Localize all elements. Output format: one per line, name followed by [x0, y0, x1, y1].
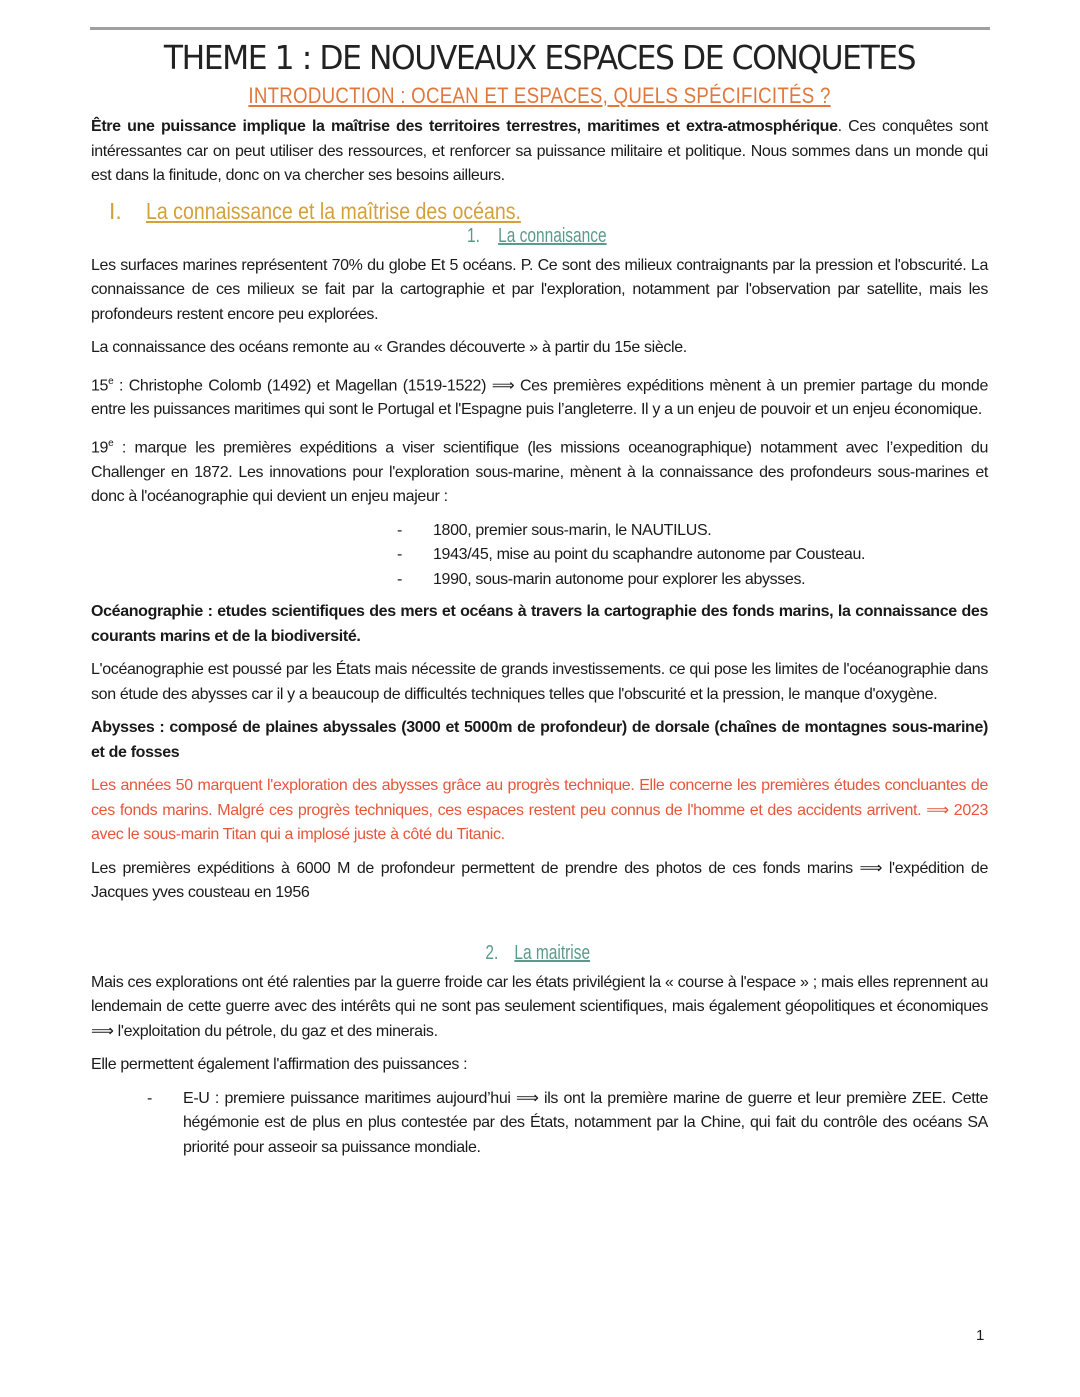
bullet: - — [397, 546, 402, 564]
paragraph-text: : Christophe Colomb (1492) et Magellan (1519-1522) ⟹ Ces premières expéditions mènent à un premier partage du monde entre les puissances maritimes qui sont le Portugal et l'Espagne puis l’angleterre. Il y a un enjeu de pouvoir et un enjeu économique. — [91, 376, 988, 419]
document-title: THEME 1 : DE NOUVEAUX ESPACES DE CONQUETES — [163, 38, 916, 77]
intro-rest: . Ces conquêtes sont intéressantes car on peut utiliser des ressources, et renforcer sa puissance militaire et politique. Nous sommes dans un monde qui est dans la finitude, donc on va chercher ses besoins ailleurs. — [91, 118, 988, 184]
subsection-number: 1. — [466, 224, 480, 247]
paragraph — [91, 370, 988, 423]
list-item — [91, 543, 988, 568]
subsection-heading-1 — [91, 225, 988, 248]
list-item — [91, 519, 988, 544]
list-item-text: 1990, sous-marin autonome pour explorer les abysses. — [433, 570, 806, 588]
superscript: e — [108, 375, 114, 387]
paragraph — [91, 432, 988, 510]
intro-heading-text: INTRODUCTION : OCEAN ET ESPACES, QUELS SPÉCIFICITÉS ? — [248, 83, 831, 108]
intro-paragraph — [91, 115, 988, 189]
century: 15 — [91, 376, 109, 394]
century: 19 — [91, 439, 109, 457]
list-item — [91, 1087, 988, 1161]
definition-oceanographie — [91, 600, 988, 649]
list-item — [91, 568, 988, 593]
paragraph: Les surfaces marines représentent 70% du globe Et 5 océans. P. Ce sont des milieux contraignants par la pression et l'obscurité. La connaissance de ces milieux se fait par la cartographie et par l'exploration, notamment par l'observation par satellite, mais les profondeurs restent encore peu explorées. — [91, 256, 988, 323]
list-item-text: 1943/45, mise au point du scaphandre autonome par Cousteau. — [433, 546, 866, 564]
subsection-heading-2 — [91, 942, 988, 965]
intro-heading — [91, 83, 988, 109]
bullet: - — [147, 1089, 152, 1107]
section-title: La connaissance et la maîtrise des océans. — [145, 197, 521, 224]
list-item-text: 1800, premier sous-marin, le NAUTILUS. — [433, 521, 712, 539]
document-page — [91, 38, 988, 1168]
definition-text: Océanographie : etudes scientifiques des mers et océans à travers la cartographie des fonds marins, la connaissance des courants marins et de la biodiversité. — [91, 603, 988, 645]
paragraph-text: : marque les premières expéditions a viser scientifique (les missions oceanographique) notamment avec l’expedition du Challenger en 1872. Les innovations pour l'exploration sous-marine, mènent à la connaissance des profondeurs sous-marines et donc à l'océanographie qui devient un enjeu majeur : — [91, 439, 988, 506]
paragraph: L'océanographie est poussé par les États mais nécessite de grands investissements. ce qui pose les limites de l'océanographie dans son étude des abysses car il y a beaucoup de difficultés techniques telles que l'obscurité et la pression, le manque d'oxygène. — [91, 661, 988, 703]
section-number: I. — [109, 197, 122, 224]
definition-abysses — [91, 716, 988, 765]
subsection-number: 2. — [485, 941, 499, 964]
superscript: e — [108, 437, 114, 449]
powers-list — [91, 1087, 988, 1161]
page-number: 1 — [976, 1327, 985, 1344]
paragraph: Les premières expéditions à 6000 M de profondeur permettent de prendre des photos de ces fonds marins ⟹ l'expédition de Jacques yves cousteau en 1956 — [91, 859, 988, 902]
innovations-list — [91, 519, 988, 593]
subsection-title: La maitrise — [513, 941, 590, 964]
paragraph: Elle permettent également l'affirmation des puissances : — [91, 1056, 468, 1074]
highlighted-paragraph: Les années 50 marquent l'exploration des abysses grâce au progrès technique. Elle concerne les premières études concluantes de ces fonds marins. Malgré ces progrès techniques, ces espaces restent peu connus de l'homme et des accidents arrivent. ⟹ 2023 avec le sous-marin Titan qui a implosé juste à côté du Titanic. — [91, 777, 988, 844]
subsection-title: La connaisance — [497, 224, 606, 247]
section-heading-1 — [109, 198, 988, 225]
paragraph: Mais ces explorations ont été ralenties par la guerre froide car les états privilégient la « course à l'espace » ; mais elles reprennent au lendemain de cette guerre avec des intérêts qui ne sont pas seulement scientifiques, mais également géopolitiques et économiques ⟹ l'exploitation du pétrole, du gaz et des minerais. — [91, 973, 988, 1040]
definition-text: Abysses : composé de plaines abyssales (3000 et 5000m de profondeur) de dorsale (chaînes de montagnes sous-marine) et de fosses — [91, 719, 988, 761]
paragraph: La connaissance des océans remonte au « Grandes découverte » à partir du 15e siècle. — [91, 339, 687, 356]
header-rule — [90, 27, 990, 30]
bullet: - — [397, 570, 402, 588]
intro-bold: Être une puissance implique la maîtrise des territoires terrestres, maritimes et extra-atmosphérique — [91, 118, 838, 135]
list-item-text: E-U : premiere puissance maritimes aujourd’hui ⟹ ils ont la première marine de guerre et leur première ZEE. Cette hégémonie est de plus en plus contestée par des États, notamment par la Chine, qui fait du contrôle des océans SA priorité pour asseoir sa puissance mondiale. — [183, 1089, 988, 1156]
bullet: - — [397, 521, 402, 539]
